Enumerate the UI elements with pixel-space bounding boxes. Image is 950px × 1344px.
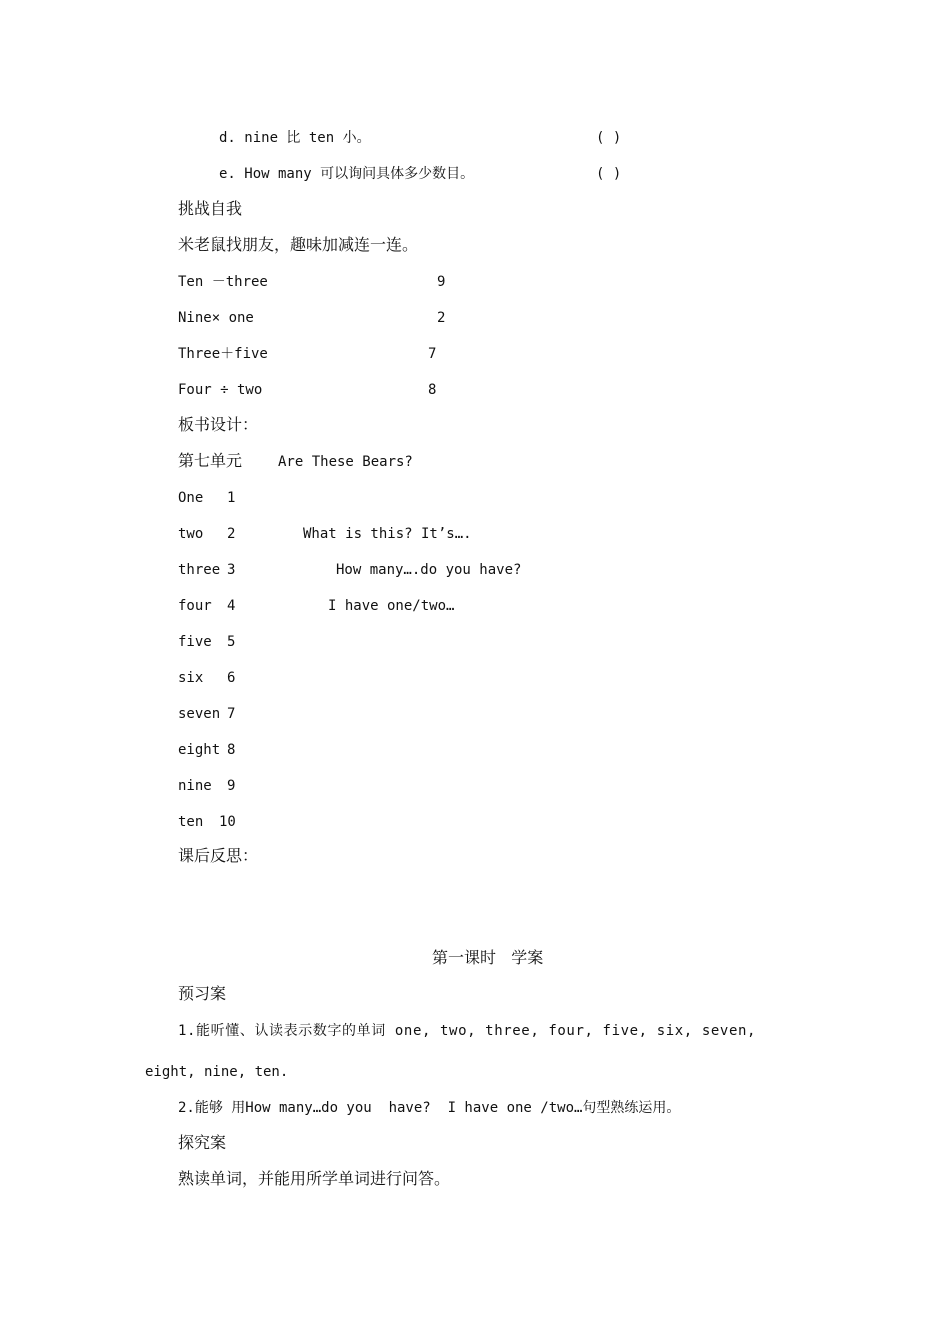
explore-heading: 探究案	[178, 1133, 227, 1152]
board-word-2: two	[178, 526, 204, 542]
challenge-num-3: 7	[428, 346, 437, 362]
challenge-expr-1: Ten －three	[178, 274, 268, 290]
board-num-7: 7	[227, 706, 236, 722]
board-heading: 板书设计：	[178, 415, 259, 434]
board-word-10: ten	[178, 814, 204, 830]
board-word-8: eight	[178, 742, 221, 758]
judge-item-d: d. nine 比 ten 小。	[219, 130, 371, 146]
board-unit-title: Are These Bears?	[278, 454, 413, 470]
board-sentence-1: What is this? It’s….	[303, 526, 472, 542]
board-word-5: five	[178, 634, 212, 650]
preview-item-1-line1: 1.能听懂、认读表示数字的单词 one, two, three, four, five, six, seven,	[178, 1023, 757, 1039]
board-word-1: One	[178, 490, 204, 506]
board-sentence-3: I have one/two…	[328, 598, 455, 614]
board-word-3: three	[178, 562, 221, 578]
preview-item-1-line2: eight, nine, ten.	[145, 1064, 289, 1080]
board-num-9: 9	[227, 778, 236, 794]
reflection-heading: 课后反思：	[178, 846, 259, 865]
challenge-num-2: 2	[437, 310, 446, 326]
board-num-3: 3	[227, 562, 236, 578]
judge-item-e: e. How many 可以询问具体多少数目。	[219, 166, 475, 182]
board-num-10: 10	[219, 814, 236, 830]
board-sentence-2: How many….do you have?	[336, 562, 522, 578]
board-num-2: 2	[227, 526, 236, 542]
preview-item-2: 2.能够 用How many…do you have? I have one /two…句型熟练运用。	[178, 1100, 681, 1116]
board-num-8: 8	[227, 742, 236, 758]
board-word-4: four	[178, 598, 212, 614]
board-num-1: 1	[227, 490, 236, 506]
challenge-expr-4: Four ÷ two	[178, 382, 263, 398]
challenge-heading: 挑战自我	[178, 199, 243, 218]
challenge-expr-3: Three＋five	[178, 346, 268, 362]
challenge-num-4: 8	[428, 382, 437, 398]
board-word-6: six	[178, 670, 204, 686]
judge-item-e-answer: ( )	[596, 166, 622, 182]
challenge-instruction: 米老鼠找朋友，趣味加减连一连。	[178, 235, 419, 254]
preview-heading: 预习案	[178, 984, 227, 1003]
explore-text: 熟读单词，并能用所学单词进行问答。	[178, 1169, 451, 1188]
board-num-6: 6	[227, 670, 236, 686]
board-unit-label: 第七单元	[178, 451, 243, 470]
board-word-7: seven	[178, 706, 221, 722]
lesson-title: 第一课时 学案	[432, 948, 544, 967]
challenge-expr-2: Nine× one	[178, 310, 254, 326]
challenge-num-1: 9	[437, 274, 446, 290]
board-num-4: 4	[227, 598, 236, 614]
judge-item-d-answer: ( )	[596, 130, 622, 146]
board-word-9: nine	[178, 778, 212, 794]
board-num-5: 5	[227, 634, 236, 650]
